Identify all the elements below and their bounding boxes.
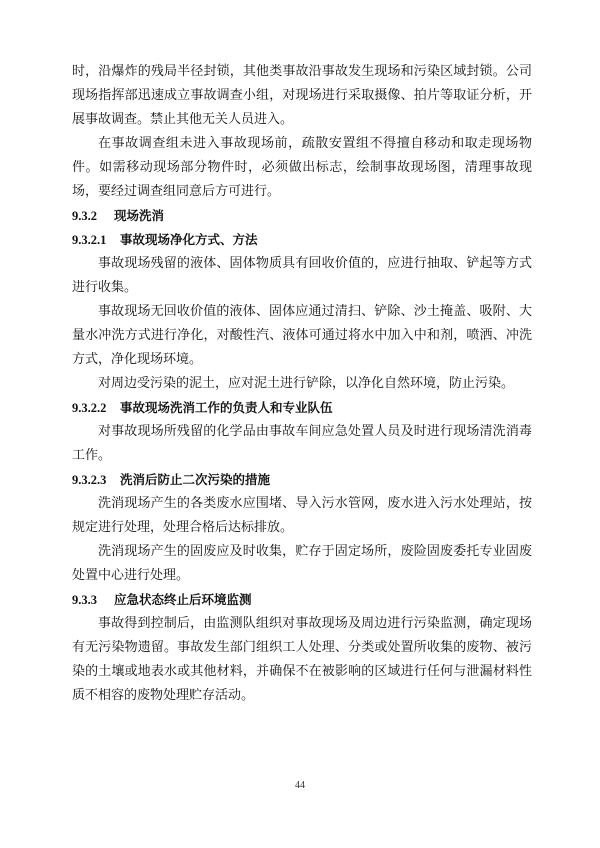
paragraph-recoverable-collection: 事故现场残留的液体、固体物质具有回收价值的，应进行抽取、铲起等方式进行收集。 — [72, 256, 532, 295]
section-number: 9.3.3 — [72, 593, 97, 607]
section-heading-9-3-2-1 — [72, 228, 532, 252]
section-number: 9.3.2 — [72, 209, 97, 223]
section-title: 应急状态终止后环境监测 — [114, 592, 252, 607]
paragraph-scene-sealing: 时，沿爆炸的残局半径封锁，其他类事故沿事故发生现场和污染区域封锁。公司现场指挥部迅速成立事故调查小组，对现场进行采取摄像、拍片等取证分析，开展事故调查。禁止其他无关人员进入。 — [72, 64, 532, 127]
section-heading-9-3-3 — [72, 588, 532, 612]
section-number: 9.3.2.2 — [72, 401, 107, 415]
page-content — [72, 60, 532, 708]
paragraph-scene-protection: 在事故调查组未进入事故现场前，疏散安置组不得擅自移动和取走现场物件。如需移动现场部分物件时，必须做出标志，绘制事故现场图，清理事故现场，要经过调查组同意后方可进行。 — [72, 136, 532, 199]
paragraph-soil-removal: 对周边受污染的泥土，应对泥土进行铲除，以净化自然环境，防止污染。 — [98, 376, 515, 391]
section-title: 现场洗消 — [114, 208, 165, 223]
paragraph-wastewater-handling: 洗消现场产生的各类废水应围堵、导入污水管网，废水进入污水处理站，按规定进行处理，处理合格后达标排放。 — [72, 496, 532, 535]
section-heading-9-3-2-2 — [72, 396, 532, 420]
section-number: 9.3.2.1 — [72, 233, 107, 247]
section-heading-9-3-2-3 — [72, 468, 532, 492]
section-heading-9-3-2 — [72, 204, 532, 228]
section-title: 事故现场洗消工作的负责人和专业队伍 — [120, 400, 333, 415]
paragraph-responsible-team: 对事故现场所残留的化学品由事故车间应急处置人员及时进行现场清洗消毒工作。 — [72, 424, 532, 463]
paragraph-non-recoverable-cleaning: 事故现场无回收价值的液体、固体应通过清扫、铲除、沙土掩盖、吸附、大量水冲洗方式进行净化，对酸性汽、液体可通过将水中加入中和剂，喷洒、冲洗方式，净化现场环境。 — [72, 304, 532, 367]
section-title: 事故现场净化方式、方法 — [120, 232, 258, 247]
paragraph-solid-waste-handling: 洗消现场产生的固废应及时收集，贮存于固定场所，废险固废委托专业固废处置中心进行处理。 — [72, 544, 532, 583]
paragraph-post-emergency-monitoring: 事故得到控制后，由监测队组织对事故现场及周边进行污染监测，确定现场有无污染物遗留。事故发生部门组织工人处理、分类或处置所收集的废物、被污染的土壤或地表水或其他材料，并确保不在被影响的区域进行任何与泄漏材料性质不相容的废物处理贮存活动。 — [72, 616, 532, 703]
section-number: 9.3.2.3 — [72, 473, 107, 487]
section-title: 洗消后防止二次污染的措施 — [120, 472, 271, 487]
page-number: 44 — [295, 780, 305, 791]
